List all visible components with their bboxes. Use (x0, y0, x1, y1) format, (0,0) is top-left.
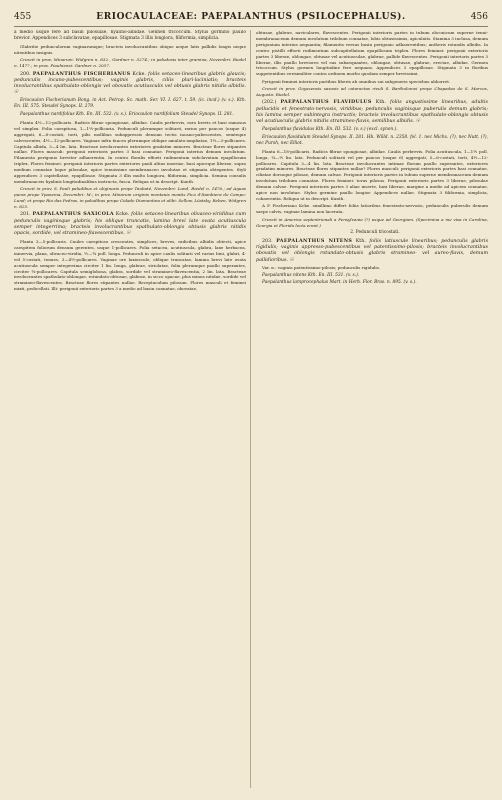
left-column (14, 30, 246, 792)
section-heading: 2. Pedunculi tricostati. (350, 230, 400, 235)
running-title: ERIOCAULACEAE: PAEPALANTHUS (PSILOCEPHALUS). (96, 12, 406, 22)
species-name: PAEPALANTHUS FISCHERIANUS (32, 70, 131, 77)
running-header (14, 12, 488, 22)
synonymy: Paepalanthus nardifolius Kth. En. III. 532. (v. s.). Eriocaulon nardifolium Steudel Synops. II. 281. (20, 112, 234, 118)
species-number: 201. (20, 212, 31, 218)
description: Planta 3—5-pollicaris. Caules caespitoso crescentes, simplices, breves, radicibus albidis obtecti, apice caespitem foliorum densum gerentes, usque 1-pollicares. Folia setacea, acutiuscula, glabra, laxe herbacea, minervia, plana, olivaceo-viridia, ½—¾ poll. longa. Pedunculi in apice caulis solitarii vel rarius bini, glabri, 4- vel 5-costati, tenues, 3—4½-pollicares. Vaginae ore laxiuscule, oblique truncatae, lamina brevi late ovata acutiuscula semper integerrima circiter 1 lin. longa, glabrae, striolatae, folia plerumque paullo superantes, circiter ¾-pollicares. Capitula semiglobosa, glabra, sordide vel stramineo-flavescentia, 2 lin. lata. Bracteae involucrantes spathulato-oblongae, rotundato-obtusae, glabrae, in sicco opacae, plus minus nitidae, sordide vel stramineo-flavescentes. Bracteae flores stipantes nullae. Receptaculum pilosum. Flores masculi et feminei mixti, pedicellati. Illi: perigonii exterioris partes 3 a medio ad basin connatae, obovatae, (14, 238, 246, 292)
species-name: PAEPALANTHUS SAXICOLA (32, 211, 114, 218)
habitat: Crescit in prov. Minarum: Widgren n. 832., Gardner n. 5274.; in paludosis inter gramina, Novembri: Riedel n. 1477.; in prov. Piauhiensi: Gardner n. 2057. (14, 57, 246, 69)
habitat: Crescit in America septentrionali a Pensylvania (?) usque ad Georgiam. (Specimina a me visa in Carolina, Georgia et Florida lecta erant.) (256, 216, 488, 228)
synonymy: Paepalanthus flavidulus Kth. En. III. 532. (v. s.) (excl. synon.). (262, 126, 398, 132)
description: Planta 6—18-pollicaris. Radicis fibrae spongiosae, albidae. Caulis perbrevis. Folia acutiuscula, 1—1½ poll. longa, ¼—½ lin. lata. Pedunculi solitarii vel per paucos (usque 6) aggregati, 5—6-costati, torti, 4½—12-pollicares. Capitula 3—4 lin. lata. Bracteae involucrantes intimae florum paullo superantes, exteriores gradatim minores. Bracteae flores stipantes nullae? Flores masculi: perigonii exterioris partes basi connatae, ciliatae dorsoque pilosae, demum calvae. Perigonii interioris partes in tubum superne membranaceum demum involutum trilobum connatae. Flores feminei: torus pilosus. Perigonii exterioris partes 3 liberae, pilosulae demum calvae. Perigonii interioris partes 3 aliae inserte, basi liberae, margine a medio ad apicem connatae, apice non involutae. Stylus germine paullo longior. Appendices nullae. Stigmata 3 filiformia, simplicia, cohaerentia. Reliqua ut in descript. Kunth. (256, 148, 488, 201)
synonymy: Paepalanthus nitens Kth. En. III. 531. (v. s.). (262, 272, 360, 278)
remark: A P. Fischeriano Kcke. simillimo differt foliis latioribus fenestrato-nervosis, pedunculis puberulis demum saepe calvis, vaginae lamina non lacerata. (256, 203, 488, 215)
species-heading (256, 238, 488, 264)
species-heading (14, 71, 246, 97)
paragraph: a medio usque fere ad basin pilosulae, hyalino-albidae. Genhen tricoccum. Stylus gormino pauilo brevior. Appendices 3 subclavatae, epapillosae. Stigmata 3 illis longiora, filiformia, simplicia. (14, 30, 246, 42)
remark: Pyrigonii feminei interioris partibus liberis ab omnibus sui subgeneris speciebus abhorret. (262, 78, 451, 84)
species-author: Kcke. (132, 71, 146, 77)
species-number: (202.) (262, 100, 277, 106)
species-heading (256, 99, 488, 125)
species-diagnosis: foliis angustissime linearibus, adultis pellucidis et fenestrato-nervosis, viridibus; pedunculis vaginisque puberulis demum glabris; his lamina semper subintegra instructis; bracteis involucrantibus spathulato-oblongis obtusis vel acutiusculis glabris nitidis stramineo-flavis, semilibus albidis. ☉ (256, 100, 488, 125)
species-name: PAEPALANTHUS NITENS (276, 237, 353, 244)
synonymy: Eriocaulon Fischerianum Bong. in Act. Petrop. Sc. math. Ser. VI. I. 627. t. 59. (ic. incd.) (v. s.). Kth. En. III. 575. Steudel Synops. II. 279. (14, 98, 246, 110)
synonymy: Eriocaulon flavidulum Steudel Synops. II. 281. Hb. Willd. n. 2358. fol. 1. nec Michx. (?), nec Nutt. (?), nec Pursh, nec Elliot. (256, 134, 488, 146)
species-diagnosis: foliis setaceo-linearibus glabris glaucis; pedunculis incano-pubescentibus; vaginis glabris, ciliis pluri-laciniatis; bracteis involucrantibus spathulato-oblongis vel obovatis acutiusculis vel obtusis glabris nitidis albidis. ☉ (14, 71, 246, 96)
variety: Var. α.: vaginis patentissimo-pilosis; pedunculis rigidulis. (262, 265, 381, 271)
species-diagnosis: foliis latiuscule linearibus; pedunculis glabris rigidulis; vaginis appresso-pubescentibus vel patentissimo-pilosis; bracteis involucrantibus obovatis vel oblongis rotundato-obtusis glabris stramineo- vel aureo-flavis, demum pallidioribus. ☉ (256, 238, 488, 263)
habitat: Crescit in prov. Goyazensis saxosis ad cataractas rivuli S. Bartholomei prope Chapadao de S. Marcos, Augusto: Riedel. (256, 86, 488, 98)
description: Planta 4½—12-pollicaris. Radicis fibrae spongiosae, albidae. Caulis perbrevis, raro brevis et basi ramosus vel simplex. Folia caespitosa, 1—1½-pollicaria. Pedunculi plerumque solitarii, rarius per paucos (usque 4) aggregati, 6—8-costati, torti, pilis mollibus subappressis densum tectis incano-pubescentes, semteque calvescentes, 4½—12-pollicares. Vaginae infra fauces plerumque oblique amulato-ampliatae, 1½—3-pollicares. Capitula albida, 3—4 lin. lata. Bracteae involucrantes exteriores gradatim minores. Bracteae flores stipantes nullae. Flores masculi: perigonii exterioris partes 3 basi connatae. Perigonii interius demum involutum. Filamenta perigonio breviter adhaerentia. In centro floralis effoeti rudimentum subclavatum epapillosum triplex. Flores feminei: perigonii interioris partes exteriores pauli altius inseriae, basi apiceque liberae, supra medium connatae loque pilosulae, apice tenuissime membranaceo involutae et stigmata obtegentes. Styli appendices 3 capitellatae, epapillosae. Stigmata 3 illis multo longiora, filiformia, simplicia. Semina consulis membranaceis hyalinis longitudinalibus instructa, fusca. Reliqua ut in descript. Kunth. (14, 119, 246, 184)
species-name: PAEPALANTHUS FLAVIDULUS (280, 99, 372, 106)
header-rule (14, 26, 488, 27)
species-author: Kcke. (115, 212, 130, 218)
species-number: 200. (20, 71, 31, 77)
page-number-left: 455 (14, 12, 32, 22)
species-heading (14, 211, 246, 237)
species-number: 203. (262, 238, 273, 244)
description: obtusae, glabrae, naviculares, flavescentes. Perigonii interioris partes in tubum obconicum superne tenui-membranaceum demum involutum trilobum connatae, lobis obtusissimis, apiculatis. Stamina 3 inclusa, demum perigonium interius aequantia; filamentis versus basin perigonio adhaerentibus; antheris rotundis albidis. In centro pistilli effoeti rudimentum subcapitellatum epapillosum triplex. Flores feminei: perigonii exterioris partes 3 liberae, oblongae, obtusae vel acutiusculae, glabrae, pallide flavescentes. Perigonii interioris partes 3 liberae, illis paullo breviores vel eas subaequantes, oblongae, obtusae, glabrae, erectae, albidae. Germen tricoccum. Stylus gormen longitudine fere aequans. Appendices 3 epapillosae. Stigmata 3 in floribus suppetentibus verisimiliter contra ordinem morbo quodam semper brevissimi. (256, 30, 488, 77)
habitat: Crescit in prov. S. Pauli paludibus et uliginosis prope Taubaté, Novembri: Lund, Riedel n. 1476.; ad Aquas puras prope Ypanema, Decembri: M.; in prov. Minarum uriginis montanis montis Pico d'Itambiera do Campo: Lund; et prope Rio das Pedras, in paludibus prope Cidade Diamantina et alibi: Sellow, Lüstsky, Reben, Widgren n. 825. (14, 186, 246, 210)
synonymy: Paepalanthus lamprocephalus Mart. in Herb. Flor. Bras. n. 895. (v. s.). (262, 280, 417, 286)
page-number-right: 456 (470, 12, 488, 22)
remark: Glabritie pedunculorum vaginarumque; bracteis involucrantibus obique aeque latis pallidis longis neque nitentibus insignis. (14, 44, 246, 55)
right-column (256, 30, 488, 792)
species-author: Kth. (375, 100, 386, 106)
species-author: Kth. (355, 238, 366, 244)
column-divider (250, 30, 251, 788)
species-diagnosis: foliis setaceo-linearibus olivaceo-viridibus cum pedunculis vaginisque glabris; his oblique truncatis, lamina brevi late ovata acutiuscula semper integerrima; bracteis involucrantibus spathulato-oblongis obtusis glabris nitidis opacis, sordide, vel stramineo-flavescentibus. ☉ (14, 212, 246, 237)
